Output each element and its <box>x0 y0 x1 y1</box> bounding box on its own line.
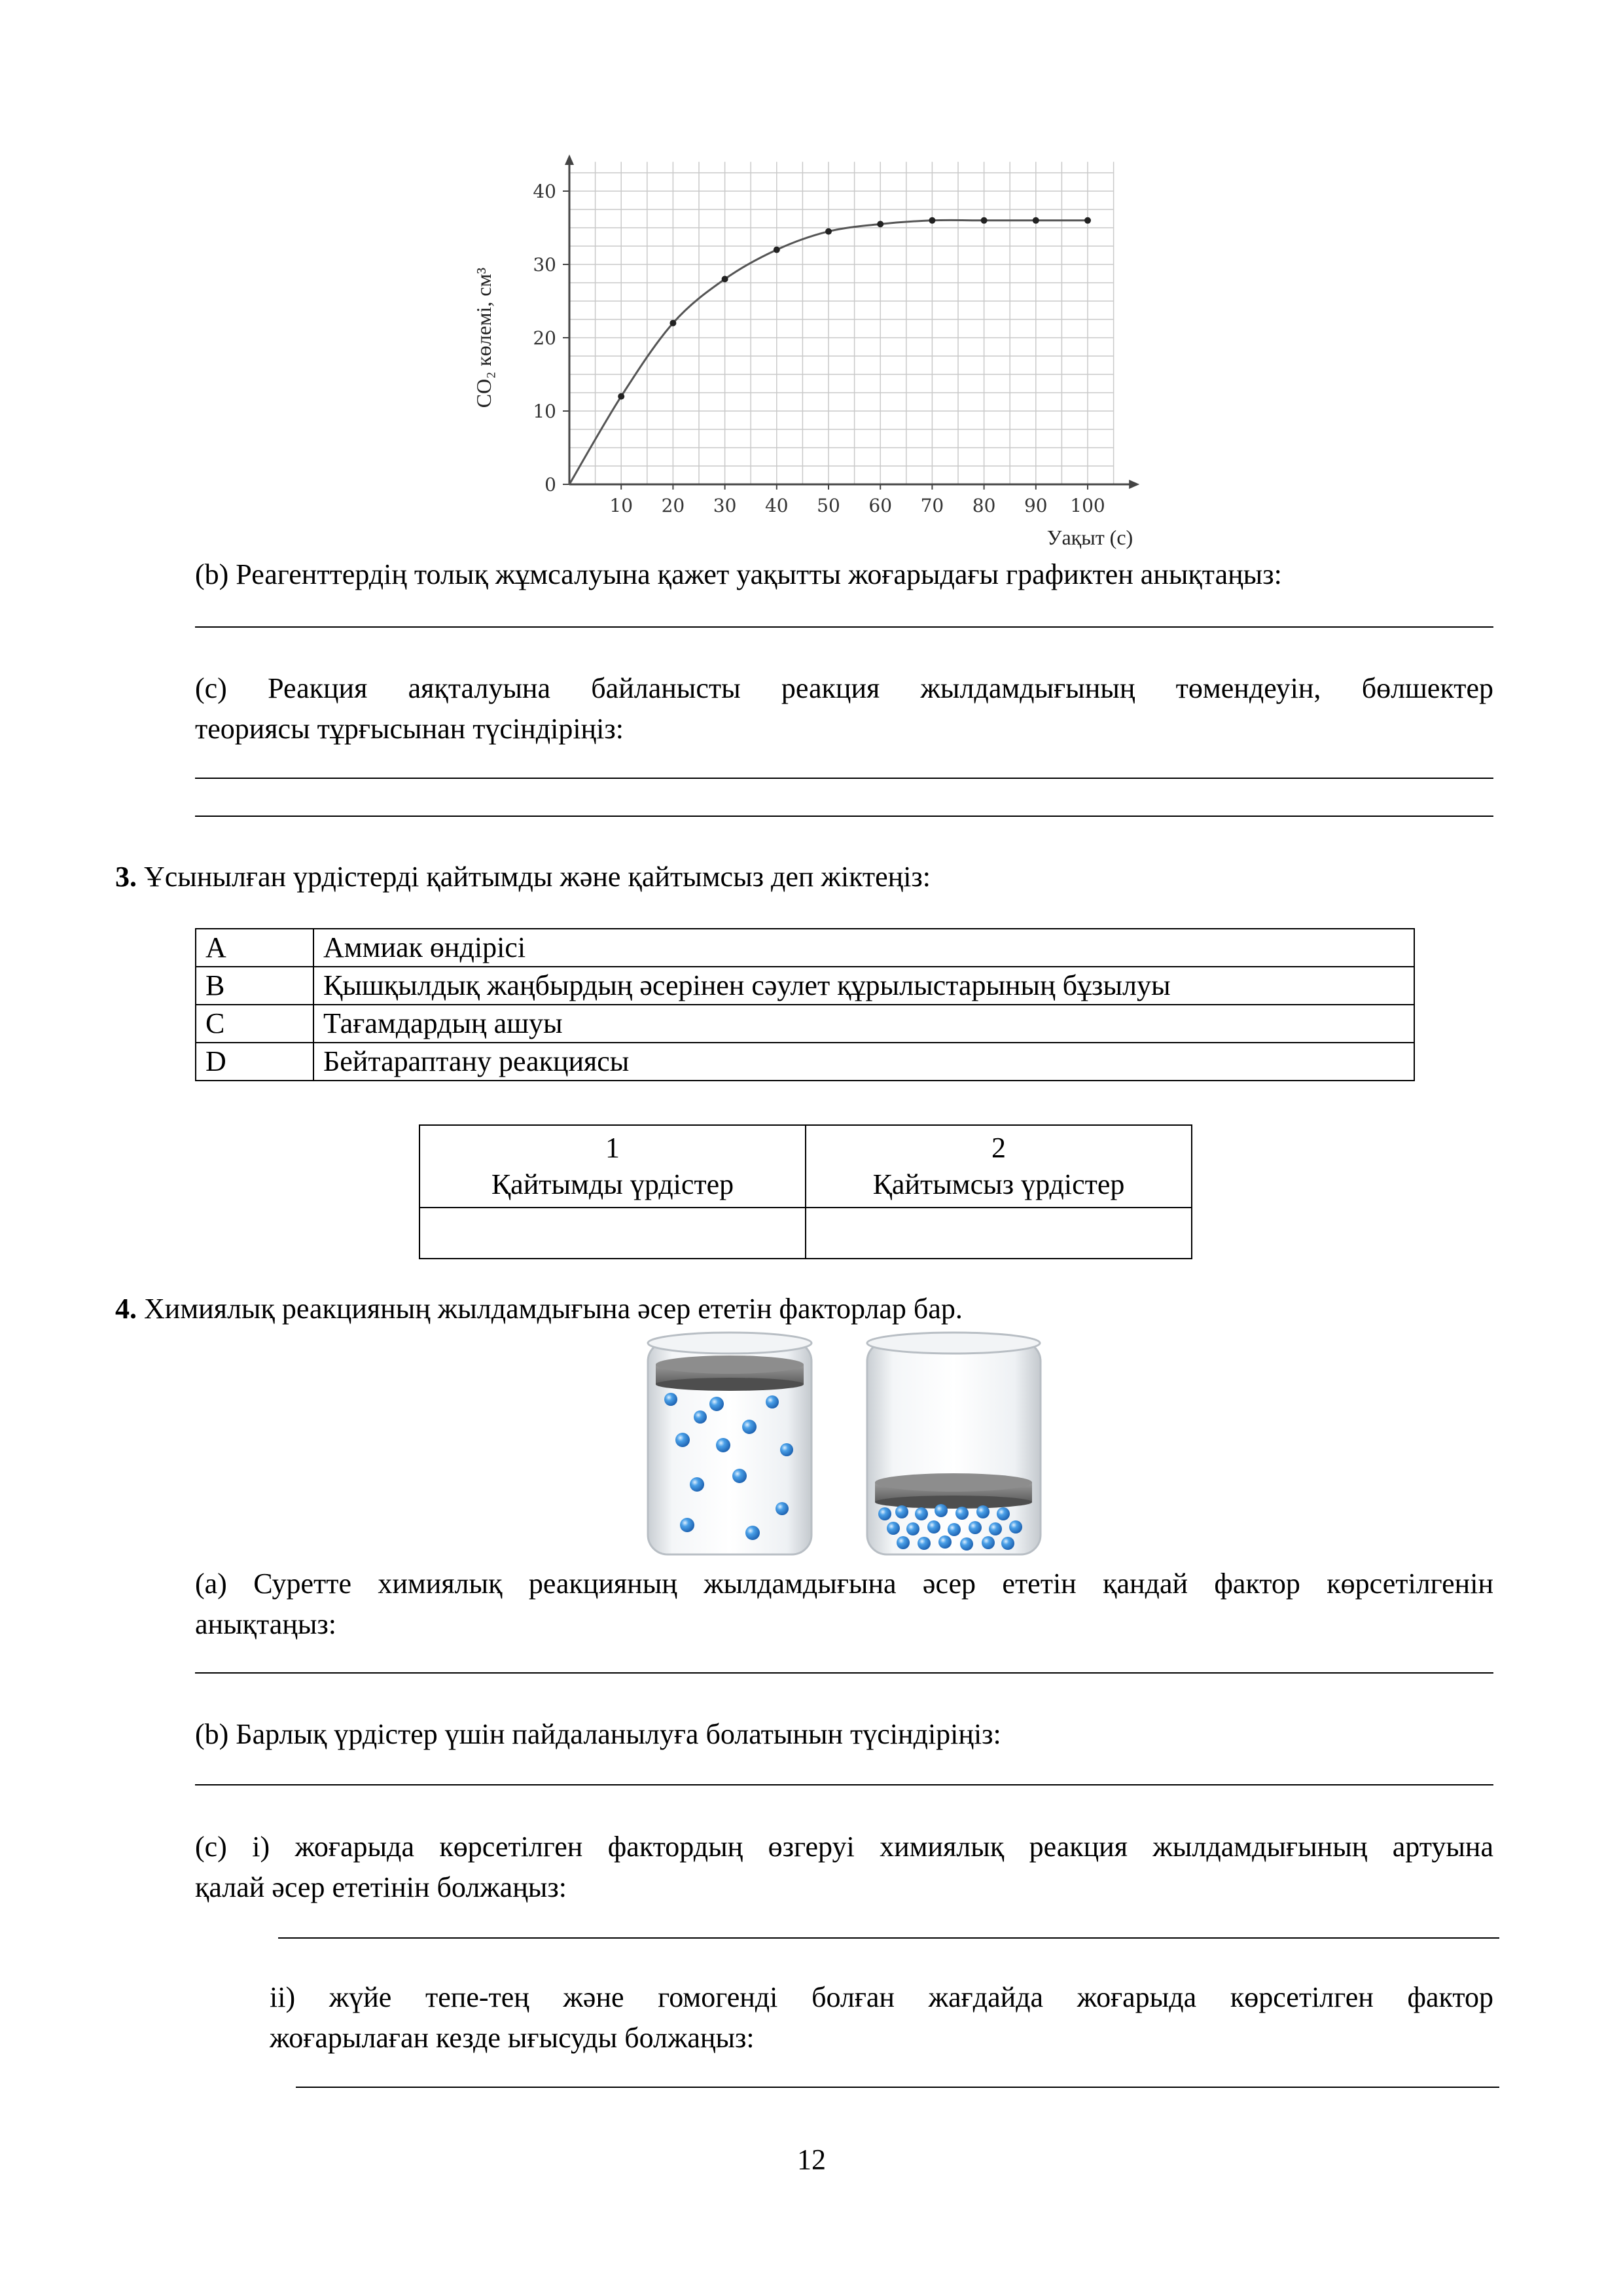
answer-line-q4ci[interactable] <box>278 1937 1499 1939</box>
q4-a-text-1: (a) Суретте химиялық реакцияның жылдамдығына әсер ететін қандай фактор көрсетілгенін <box>195 1568 1493 1600</box>
column-number: 1 <box>605 1132 620 1164</box>
x-axis-arrow <box>1129 480 1139 489</box>
answer-cell-reversible[interactable] <box>419 1208 806 1259</box>
chart-axes <box>565 154 1139 489</box>
data-point <box>618 393 624 400</box>
y-tick-label: 10 <box>533 401 556 422</box>
classification-table <box>419 1124 1192 1259</box>
data-point <box>825 228 832 235</box>
y-tick-label: 20 <box>533 327 556 349</box>
x-tick-label: 80 <box>972 495 996 516</box>
y-axis-label: CO₂ көлемі, см³ <box>472 267 495 408</box>
table-row <box>196 967 1414 1005</box>
x-tick-label: 50 <box>817 495 840 516</box>
q4-prompt: Химиялық реакцияның жылдамдығына әсер ететін факторлар бар. <box>144 1293 963 1325</box>
table-row <box>419 1208 1192 1259</box>
y-tick-label: 0 <box>544 474 556 495</box>
process-text: Тағамдардың ашуы <box>313 1005 1414 1043</box>
answer-line-q4cii[interactable] <box>296 2087 1499 2088</box>
answer-cell-irreversible[interactable] <box>806 1208 1192 1259</box>
process-letter: A <box>196 929 313 967</box>
x-tick-label: 30 <box>713 495 737 516</box>
answer-line-q2c-1[interactable] <box>195 778 1493 779</box>
x-axis-label: Уақыт (с) <box>1046 526 1133 549</box>
data-point <box>669 320 676 327</box>
y-axis-arrow <box>565 154 574 165</box>
data-point <box>774 247 780 253</box>
data-point <box>722 276 728 282</box>
x-tick-label: 40 <box>764 495 789 516</box>
data-point <box>929 217 935 224</box>
x-tick-label: 100 <box>1070 495 1105 516</box>
table-row <box>419 1125 1192 1208</box>
page-number: 12 <box>797 2144 826 2176</box>
q2-c-text-2: теориясы тұрғысынан түсіндіріңіз: <box>195 713 624 745</box>
q4-a-text-2: анықтаңыз: <box>195 1608 337 1640</box>
x-tick-label: 90 <box>1024 495 1048 516</box>
q3-heading <box>115 856 1424 898</box>
answer-line-q2c-2[interactable] <box>195 816 1493 817</box>
process-letter: B <box>196 967 313 1005</box>
chart-grid <box>569 162 1114 484</box>
q4-ci-text-2: қалай әсер ететінін болжаңыз: <box>195 1871 567 1903</box>
q3-number: 3. <box>115 861 137 893</box>
co2-volume-chart <box>452 147 1185 566</box>
y-tick-label: 30 <box>533 254 556 276</box>
data-point <box>877 221 883 227</box>
table-row <box>196 1005 1414 1043</box>
x-tick-label: 70 <box>920 495 944 516</box>
q4-heading <box>115 1288 1424 1330</box>
q4-ci-text-1: (c) і) жоғарыда көрсетілген фактордың өзгеруі химиялық реакция жылдамдығының артуына <box>195 1831 1493 1863</box>
q4-cii-text-1: іі) жүйе тепе-тең және гомогенді болған жағдайда жоғарыда көрсетілген фактор <box>270 1981 1493 2013</box>
process-letter: D <box>196 1043 313 1081</box>
data-point <box>1033 217 1039 224</box>
process-text: Қышқылдық жаңбырдың әсерінен сәулет құрылыстарының бұзылуы <box>313 967 1414 1005</box>
process-table <box>195 928 1415 1081</box>
column-title: Қайтымды үрдістер <box>491 1168 734 1200</box>
answer-line-q4b[interactable] <box>195 1784 1493 1785</box>
process-text: Аммиак өндірісі <box>313 929 1414 967</box>
column-title: Қайтымсыз үрдістер <box>872 1168 1125 1200</box>
answer-line-q4a[interactable] <box>195 1672 1493 1674</box>
x-tick-label: 60 <box>868 495 893 516</box>
y-tick-label: 40 <box>533 181 556 202</box>
q4-number: 4. <box>115 1293 137 1325</box>
process-letter: C <box>196 1005 313 1043</box>
table-row <box>196 1043 1414 1081</box>
x-tick-label: 10 <box>609 495 633 516</box>
x-tick-label: 20 <box>661 495 685 516</box>
column-number: 2 <box>991 1132 1006 1164</box>
q2-c-text-1: (c) Реакция аяқталуына байланысты реакция жылдамдығының төмендеуін, бөлшектер <box>195 672 1493 704</box>
beakers-illustration <box>641 1329 1047 1564</box>
column-header-reversible <box>419 1125 806 1208</box>
q2-b-text: (b) Реагенттердің толық жұмсалуына қажет уақытты жоғарыдағы графиктен анықтаңыз: <box>195 558 1282 590</box>
process-text: Бейтараптану реакциясы <box>313 1043 1414 1081</box>
data-point <box>981 217 988 224</box>
table-row <box>196 929 1414 967</box>
q4-cii-text-2: жоғарылаған кезде ығысуды болжаңыз: <box>270 2022 755 2054</box>
data-point <box>1084 217 1091 224</box>
q4-b-text: (b) Барлық үрдістер үшін пайдаланылуға болатынын түсіндіріңіз: <box>195 1718 1001 1750</box>
q3-prompt: Ұсынылған үрдістерді қайтымды және қайтымсыз деп жіктеңіз: <box>144 861 931 893</box>
column-header-irreversible <box>806 1125 1192 1208</box>
answer-line-q2b[interactable] <box>195 626 1493 628</box>
